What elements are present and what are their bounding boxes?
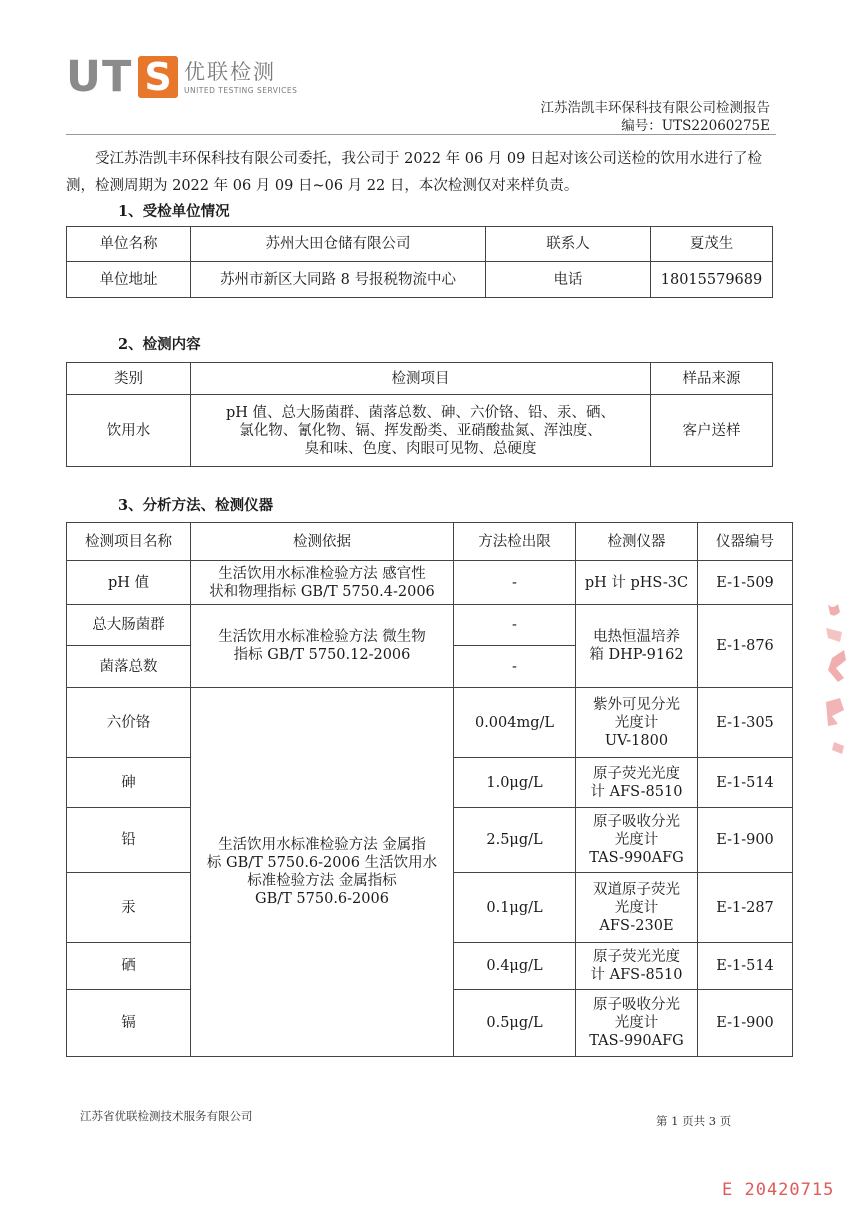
limit-ph: -	[454, 561, 576, 605]
serial-number: E 20420715	[722, 1180, 835, 1200]
logo-letter-s: S	[138, 56, 178, 98]
table-row	[67, 688, 793, 758]
value-test-items: pH 值、总大肠菌群、菌落总数、砷、六价铬、铅、汞、硒、 氯化物、氰化物、镉、挥发酚类、亚硝酸盐氮、浑浊度、 臭和味、色度、肉眼可见物、总硬度	[191, 395, 651, 467]
value-sample-source: 客户送样	[651, 395, 773, 467]
logo-letter-t: T	[102, 52, 133, 102]
header-detection-limit: 方法检出限	[454, 523, 576, 561]
table-row	[67, 561, 793, 605]
item-arsenic: 砷	[67, 758, 191, 808]
section2-title: 2、检测内容	[118, 336, 201, 353]
instrument-lead: 原子吸收分光 光度计 TAS-990AFG	[576, 808, 698, 873]
basis-sensory: 生活饮用水标准检验方法 感官性 状和物理指标 GB/T 5750.4-2006	[191, 561, 454, 605]
basis-metal: 生活饮用水标准检验方法 金属指 标 GB/T 5750.6-2006 生活饮用水 标准检验方法 金属指标 GB/T 5750.6-2006	[191, 688, 454, 1057]
test-content-table	[66, 362, 773, 467]
test-content-header	[67, 363, 773, 395]
table-row	[67, 605, 793, 646]
label-unit-name: 单位名称	[67, 227, 191, 262]
value-unit-name: 苏州大田仓储有限公司	[191, 227, 486, 262]
basis-micro: 生活饮用水标准检验方法 微生物 指标 GB/T 5750.12-2006	[191, 605, 454, 688]
item-chromium: 六价铬	[67, 688, 191, 758]
method-table-header	[67, 523, 793, 561]
section3-title: 3、分析方法、检测仪器	[118, 497, 274, 514]
partial-seal-stamp	[818, 598, 852, 758]
instrument-no-ph: E-1-509	[698, 561, 793, 605]
limit-cadmium: 0.5μg/L	[454, 990, 576, 1057]
header-test-items: 检测项目	[191, 363, 651, 395]
intro-paragraph: 受江苏浩凯丰环保科技有限公司委托，我公司于 2022 年 06 月 09 日起对该公司送检的饮用水进行了检测，检测周期为 2022 年 06 月 09 日~06 月 22 日，本次检测仅对来样负责。	[66, 151, 762, 194]
instrument-chromium: 紫外可见分光 光度计 UV-1800	[576, 688, 698, 758]
header-divider	[66, 134, 776, 135]
logo-letter-u: U	[66, 52, 102, 102]
footer-company: 江苏省优联检测技术服务有限公司	[80, 1109, 253, 1123]
company-logo	[66, 52, 296, 102]
label-address: 单位地址	[67, 262, 191, 298]
limit-lead: 2.5μg/L	[454, 808, 576, 873]
limit-chromium: 0.004mg/L	[454, 688, 576, 758]
item-colony-count: 菌落总数	[67, 646, 191, 688]
header-category: 类别	[67, 363, 191, 395]
item-total-coliforms: 总大肠菌群	[67, 605, 191, 646]
header-sample-source: 样品来源	[651, 363, 773, 395]
item-lead: 铅	[67, 808, 191, 873]
logo-cn-name: 优联检测	[184, 60, 276, 84]
report-number: 编号：UTS22060275E	[621, 118, 770, 134]
item-mercury: 汞	[67, 873, 191, 943]
limit-colony-count: -	[454, 646, 576, 688]
instrument-no-selenium: E-1-514	[698, 943, 793, 990]
value-contact: 夏茂生	[651, 227, 773, 262]
instrument-incubator: 电热恒温培养 箱 DHP-9162	[576, 605, 698, 688]
instrument-selenium: 原子荧光光度 计 AFS-8510	[576, 943, 698, 990]
value-category: 饮用水	[67, 395, 191, 467]
label-phone: 电话	[486, 262, 651, 298]
instrument-no-incubator: E-1-876	[698, 605, 793, 688]
instrument-no-arsenic: E-1-514	[698, 758, 793, 808]
method-instrument-table	[66, 522, 793, 1057]
header-item-name: 检测项目名称	[67, 523, 191, 561]
client-info-row	[67, 227, 773, 262]
instrument-no-cadmium: E-1-900	[698, 990, 793, 1057]
limit-total-coliforms: -	[454, 605, 576, 646]
limit-mercury: 0.1μg/L	[454, 873, 576, 943]
value-phone: 18015579689	[651, 262, 773, 298]
instrument-mercury: 双道原子荧光 光度计 AFS-230E	[576, 873, 698, 943]
instrument-ph: pH 计 pHS-3C	[576, 561, 698, 605]
test-content-row	[67, 395, 773, 467]
page-number: 第 1 页共 3 页	[656, 1114, 732, 1128]
item-selenium: 硒	[67, 943, 191, 990]
limit-selenium: 0.4μg/L	[454, 943, 576, 990]
instrument-cadmium: 原子吸收分光 光度计 TAS-990AFG	[576, 990, 698, 1057]
report-company-title: 江苏浩凯丰环保科技有限公司检测报告	[540, 100, 770, 116]
item-ph: pH 值	[67, 561, 191, 605]
instrument-no-chromium: E-1-305	[698, 688, 793, 758]
header-instrument-no: 仪器编号	[698, 523, 793, 561]
instrument-no-lead: E-1-900	[698, 808, 793, 873]
logo-en-name: UNITED TESTING SERVICES	[184, 86, 298, 95]
instrument-arsenic: 原子荧光光度 计 AFS-8510	[576, 758, 698, 808]
header-basis: 检测依据	[191, 523, 454, 561]
instrument-no-mercury: E-1-287	[698, 873, 793, 943]
item-cadmium: 镉	[67, 990, 191, 1057]
label-contact: 联系人	[486, 227, 651, 262]
section1-title: 1、受检单位情况	[118, 203, 230, 220]
client-info-table	[66, 226, 773, 298]
client-info-row	[67, 262, 773, 298]
header-instrument: 检测仪器	[576, 523, 698, 561]
limit-arsenic: 1.0μg/L	[454, 758, 576, 808]
value-address: 苏州市新区大同路 8 号报税物流中心	[191, 262, 486, 298]
